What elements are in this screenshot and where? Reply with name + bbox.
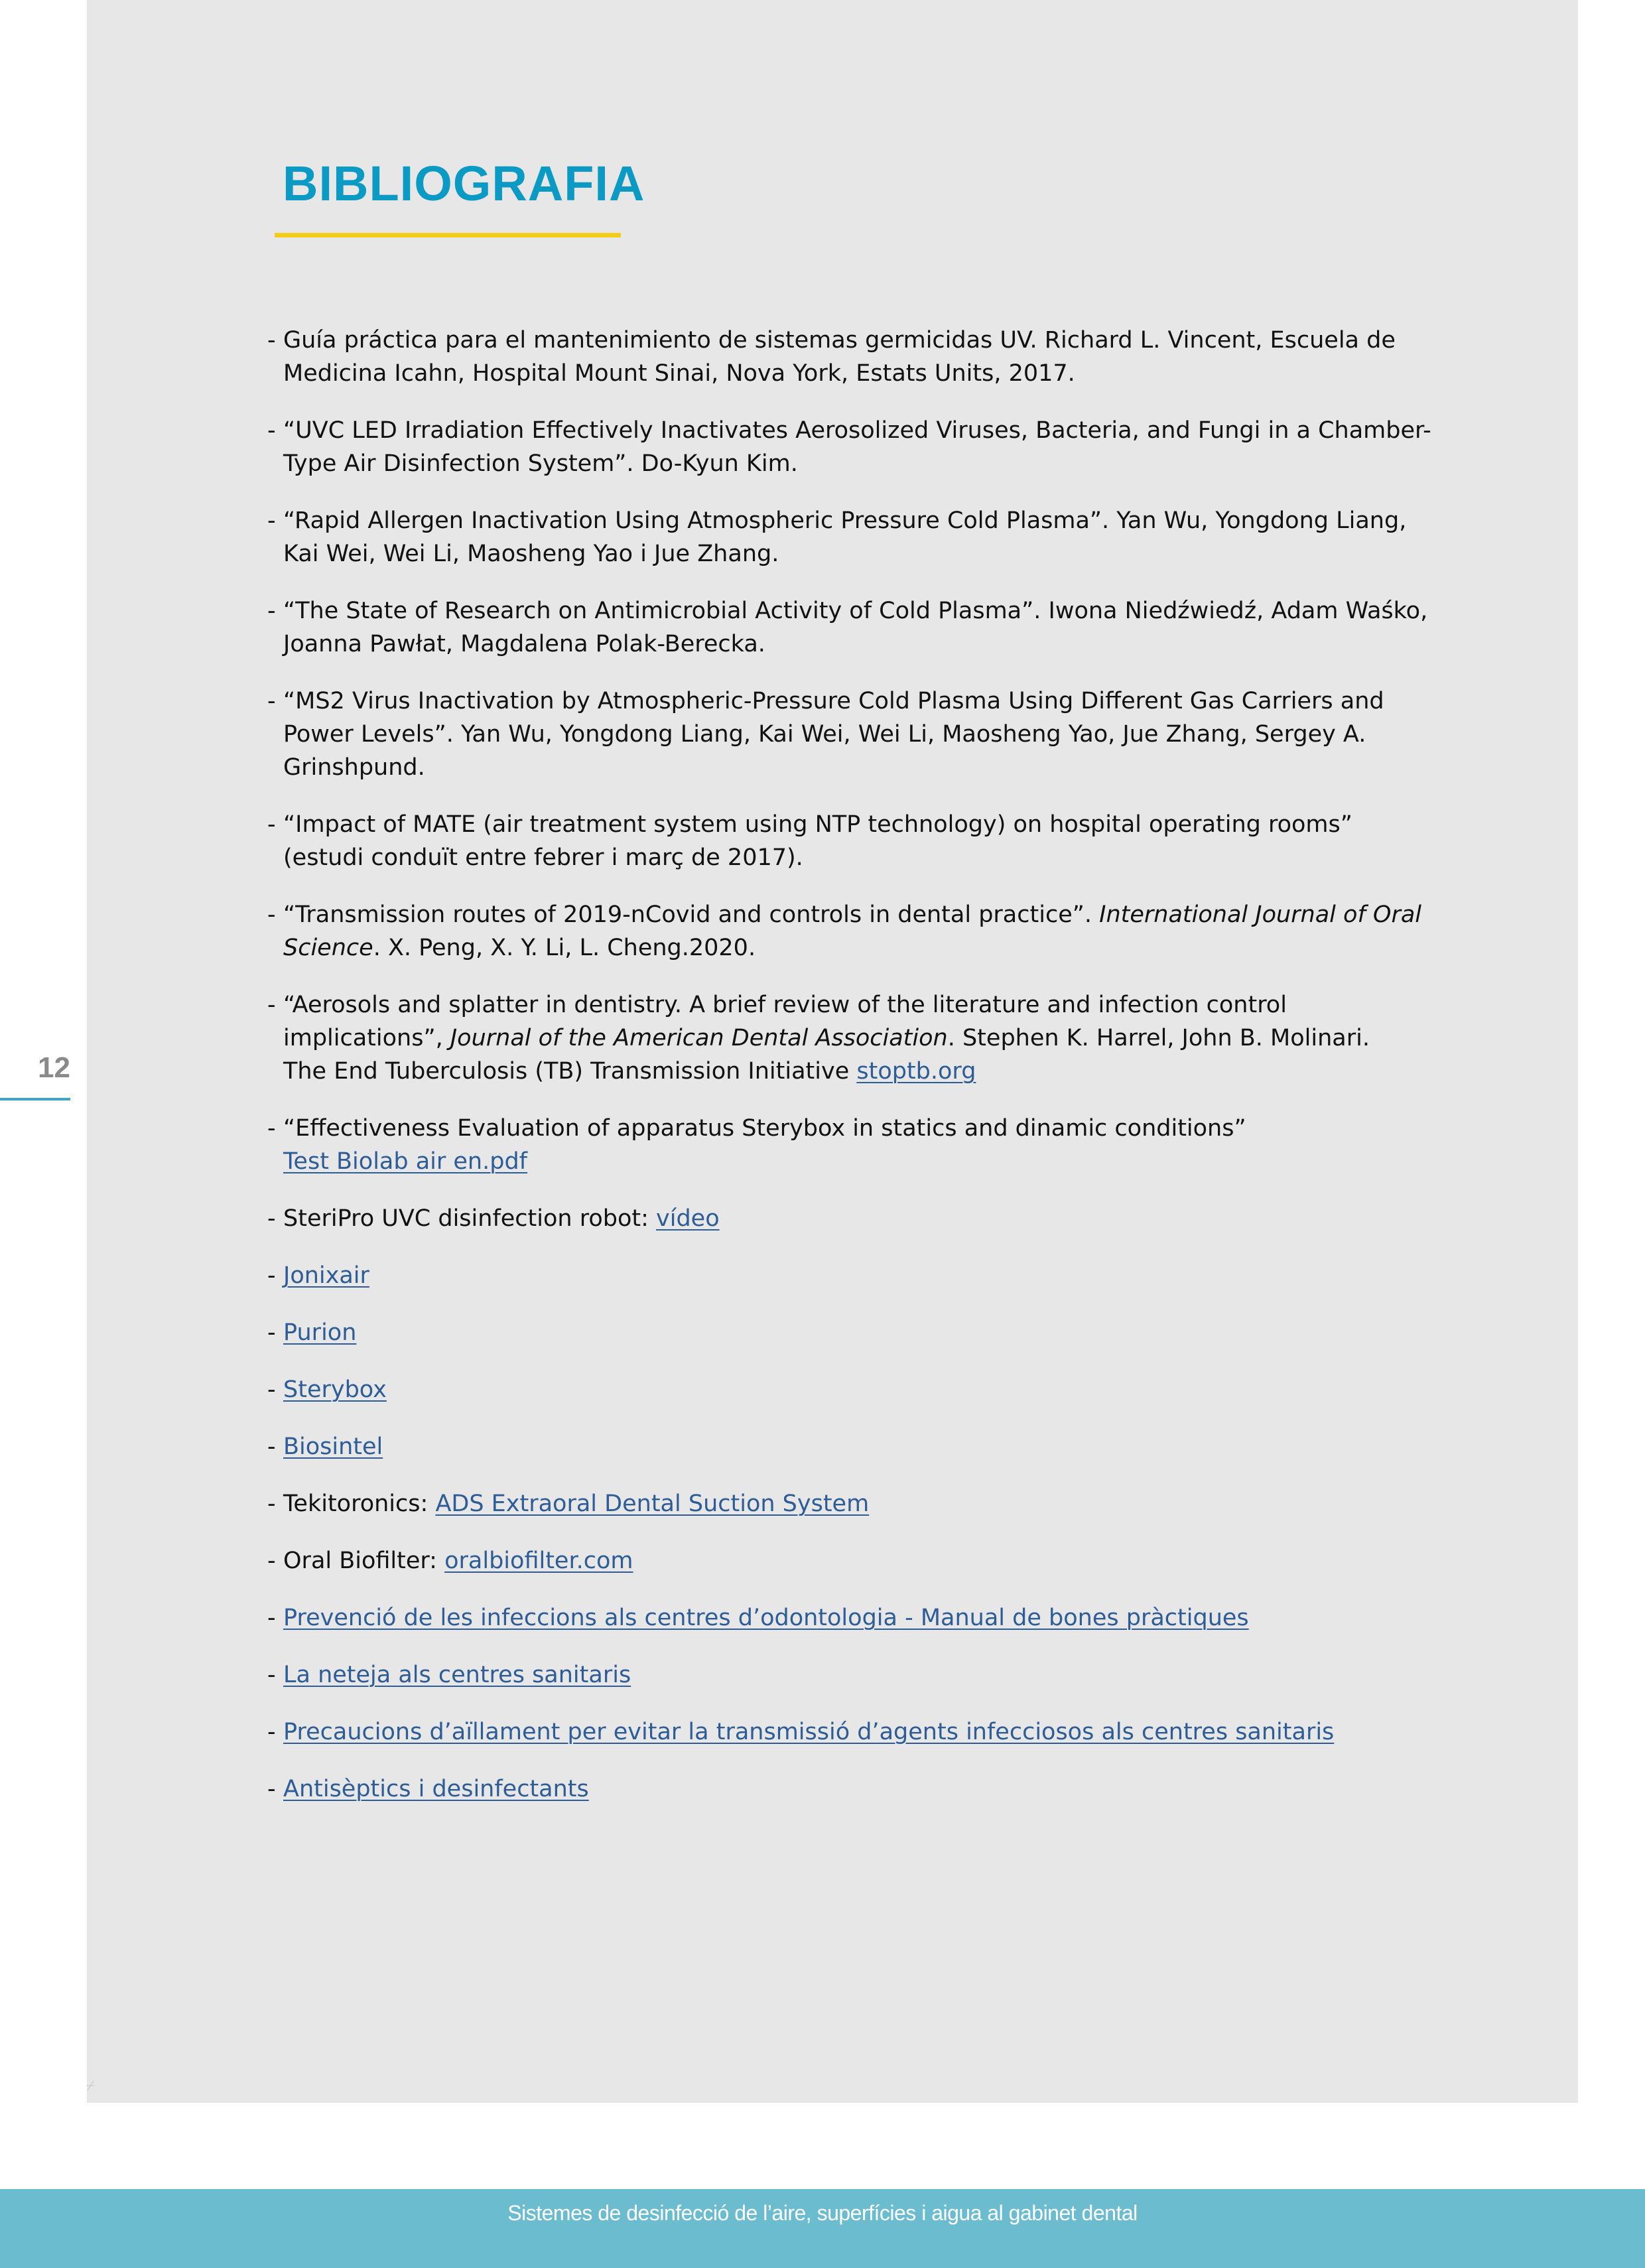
reference-text: - “The State of Research on Antimicrobial Activity of Cold Plasma”. Iwona Niedźwiedź, Adam Waśko, (283, 598, 1428, 624)
reference-text: Tekitoronics: (283, 1491, 436, 1517)
list-item (267, 324, 1415, 390)
reference-line (283, 1715, 1415, 1749)
reference-text: - “MS2 Virus Inactivation by Atmospheric-Pressure Cold Plasma Using Different Gas Carriers and (283, 688, 1384, 714)
title-underline (275, 233, 621, 237)
reference-text: - “Effectiveness Evaluation of apparatus Sterybox in statics and dinamic conditions” (283, 1115, 1246, 1142)
reference-line (283, 1373, 1415, 1406)
reference-text: The End Tuberculosis (TB) Transmission Initiative (283, 1058, 857, 1085)
link-neteja-centres[interactable]: La neteja als centres sanitaris (283, 1662, 631, 1688)
reference-text: . Stephen K. Harrel, John B. Molinari. (947, 1025, 1370, 1051)
list-item (267, 988, 1415, 1088)
list-item (267, 1316, 1415, 1349)
list-item (267, 1430, 1415, 1463)
reference-line (283, 1316, 1415, 1349)
list-item (267, 414, 1431, 480)
reference-text: (estudi conduït entre febrer i març de 2017). (283, 844, 803, 871)
reference-text: Kai Wei, Wei Li, Maosheng Yao i Jue Zhang. (283, 541, 779, 567)
reference-text: “Transmission routes of 2019-nCovid and controls in dental practice”. (283, 901, 1100, 928)
reference-text: - Guía práctica para el mantenimiento de sistemas germicidas UV. Richard L. Vincent, Escuela de (283, 327, 1396, 354)
journal-title: Science (283, 935, 373, 961)
list-item (267, 1112, 1415, 1178)
list-item (267, 1487, 1415, 1520)
list-item (267, 898, 1422, 965)
link-jonixair[interactable]: Jonixair (283, 1262, 369, 1289)
reference-text: implications”, (283, 1025, 450, 1051)
link-precaucions-aillament[interactable]: Precaucions d’aïllament per evitar la transmissió d’agents infecciosos als centres sanitaris (283, 1719, 1335, 1745)
list-item (267, 1373, 1415, 1406)
page-number: 12 (38, 1051, 70, 1084)
link-antiseptics[interactable]: Antisèptics i desinfectants (283, 1776, 589, 1802)
reference-line (283, 1772, 1415, 1806)
reference-text: Oral Biofilter: (283, 1548, 445, 1574)
list-item (267, 1544, 1415, 1577)
reference-text: Type Air Disinfection System”. Do-Kyun Kim. (283, 450, 798, 477)
link-biosintel[interactable]: Biosintel (283, 1434, 383, 1460)
bibliography-list (267, 324, 1431, 1830)
footer-bar (0, 2189, 1645, 2268)
list-item (267, 1715, 1415, 1749)
link-sterybox[interactable]: Sterybox (283, 1376, 387, 1403)
reference-line (283, 1544, 1415, 1577)
reference-text: - “Aerosols and splatter in dentistry. A brief review of the literature and infection control (283, 992, 1287, 1018)
reference-line (283, 1145, 1415, 1178)
reference-line (283, 1658, 1415, 1692)
reference-line (283, 1601, 1415, 1634)
link-test-biolab-pdf[interactable]: Test Biolab air en.pdf (283, 1148, 527, 1175)
reference-text: Joanna Pawłat, Magdalena Polak-Berecka. (283, 631, 765, 657)
page-number-rule (0, 1098, 70, 1101)
reference-line (283, 1259, 1415, 1292)
list-item (267, 1772, 1415, 1806)
list-item (267, 685, 1415, 784)
reference-line (283, 1055, 1415, 1088)
link-prevencio-infeccions[interactable]: Prevenció de les infeccions als centres d’odontologia - Manual de bones pràctiques (283, 1605, 1249, 1631)
journal-title: International Journal of Oral (1099, 901, 1422, 928)
list-item (267, 1658, 1415, 1692)
reference-text: Grinshpund. (283, 754, 425, 781)
link-oralbiofilter[interactable]: oralbiofilter.com (444, 1548, 633, 1574)
reference-text: - “UVC LED Irradiation Effectively Inactivates Aerosolized Viruses, Bacteria, and Fungi in a Chamber- (283, 417, 1431, 444)
reference-line (283, 1430, 1415, 1463)
reference-text: Power Levels”. Yan Wu, Yongdong Liang, Kai Wei, Wei Li, Maosheng Yao, Jue Zhang, Sergey A. (283, 721, 1366, 748)
link-steripro-video[interactable]: vídeo (656, 1205, 720, 1232)
link-ads-extraoral[interactable]: ADS Extraoral Dental Suction System (435, 1491, 870, 1517)
reference-line (283, 1202, 1415, 1235)
reference-text: SteriPro UVC disinfection robot: (283, 1205, 657, 1232)
link-stoptb[interactable]: stoptb.org (856, 1058, 976, 1085)
corner-mark-icon: ⌿ (86, 2078, 96, 2094)
footer-text: Sistemes de desinfecció de l’aire, superfícies i aigua al gabinet dental (507, 2201, 1138, 2225)
reference-line (283, 1487, 1415, 1520)
link-purion[interactable]: Purion (283, 1319, 357, 1346)
list-item (267, 594, 1428, 661)
reference-text: - “Impact of MATE (air treatment system using NTP technology) on hospital operating rooms” (283, 811, 1352, 838)
reference-text: . X. Peng, X. Y. Li, L. Cheng.2020. (373, 935, 756, 961)
reference-line (283, 1022, 1415, 1055)
list-item (267, 1259, 1415, 1292)
reference-text: - “Rapid Allergen Inactivation Using Atmospheric Pressure Cold Plasma”. Yan Wu, Yongdong Liang, (283, 507, 1407, 534)
list-item (267, 504, 1415, 570)
reference-text: Medicina Icahn, Hospital Mount Sinai, Nova York, Estats Units, 2017. (283, 360, 1075, 387)
journal-title: Journal of the American Dental Association (450, 1025, 948, 1051)
page-title: BIBLIOGRAFIA (283, 156, 645, 211)
reference-line (283, 931, 1415, 965)
list-item (267, 808, 1415, 874)
reference-line (283, 898, 1422, 931)
list-item (267, 1601, 1415, 1634)
list-item (267, 1202, 1415, 1235)
